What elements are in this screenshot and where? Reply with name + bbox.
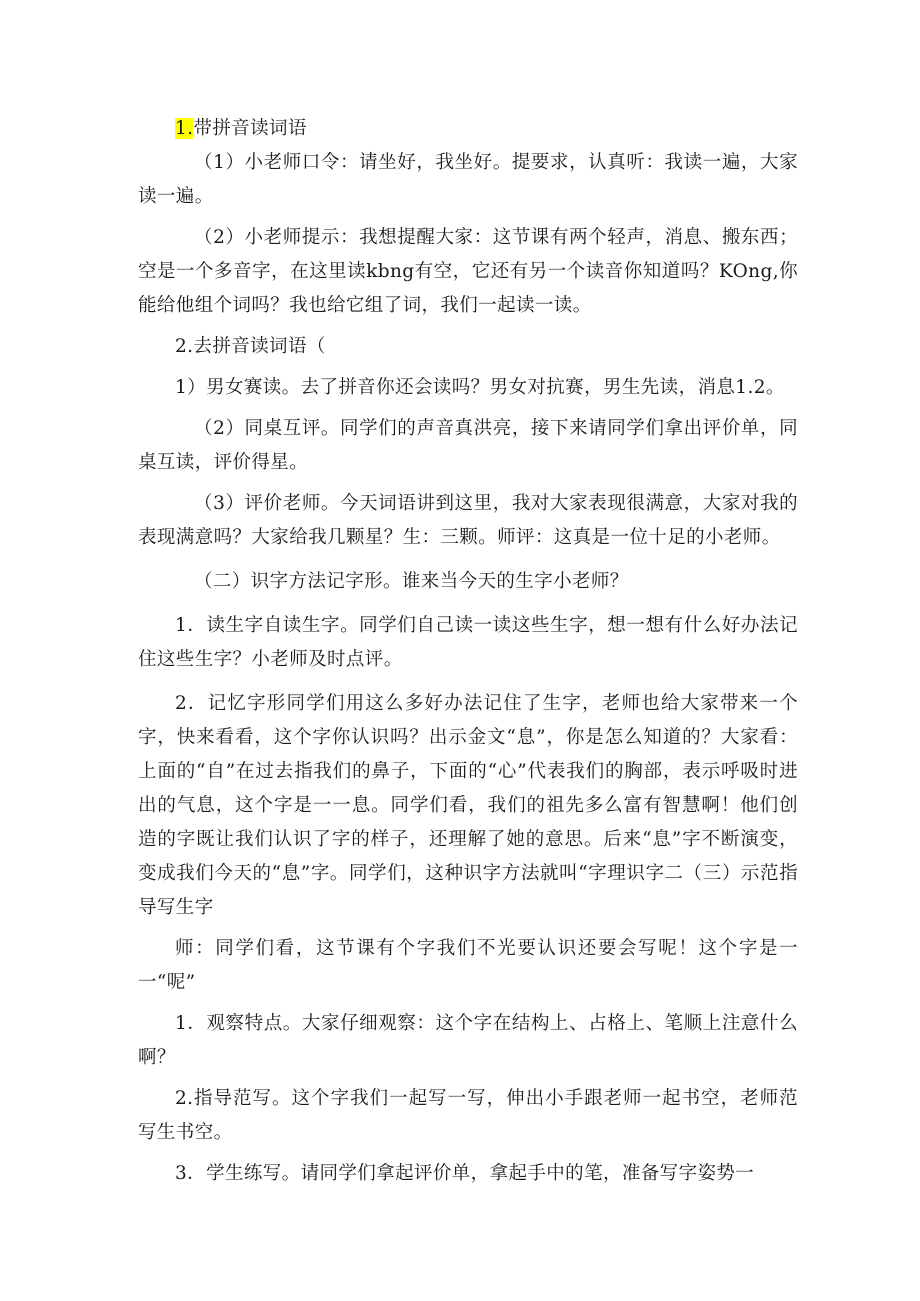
- paragraph-2-2: （2）同桌互评。同学们的声音真洪亮，接下来请同学们拿出评价单，同桌互读，评价得星。: [138, 418, 798, 473]
- paragraph-teacher-intro: 师：同学们看，这节课有个字我们不光要认识还要会写呢！这个字是一一“呢”: [138, 938, 798, 993]
- paragraph-1-1: （1）小老师口令：请坐好，我坐好。提要求，认真听：我读一遍，大家读一遍。: [138, 152, 798, 207]
- heading-1-text: 带拼音读词语: [193, 118, 307, 139]
- heading-2: 2.去拼音读词语（: [175, 336, 326, 357]
- section-2-title: （二）识字方法记字形。谁来当今天的生字小老师？: [194, 571, 629, 592]
- paragraph-read-chars: 1．读生字自读生字。同学们自己读一读这些生字，想一想有什么好办法记住这些生字？小老师及时点评。: [138, 615, 798, 670]
- paragraph-2-1: 1）男女赛读。去了拼音你还会读吗？男女对抗赛，男生先读，消息1.2。: [175, 377, 785, 398]
- heading-1: [138, 112, 798, 146]
- paragraph-memorize-shape: 2．记忆字形同学们用这么多好办法记住了生字，老师也给大家带来一个字，快来看看，这个字你认识吗？出示金文“息”，你是怎么知道的？大家看：上面的“自”在过去指我们的鼻子，下面的“心”代表我们的胸部，表示呼吸时进出的气息，这个字是一一息。同学们看，我们的祖先多么富有智慧啊！他们创造的字既让我们认识了字的样子，还理解了她的意思。后来“息”字不断演变，变成我们今天的“息”字。同学们，这种识字方法就叫“字理识字二（三）示范指导写生字: [138, 693, 798, 918]
- paragraph-observe: 1．观察特点。大家仔细观察：这个字在结构上、占格上、笔顺上注意什么啊？: [138, 1013, 798, 1068]
- paragraph-2-3: （3）评价老师。今天词语讲到这里，我对大家表现很满意，大家对我的表现满意吗？大家给我几颗星？生：三颗。师评：这真是一位十足的小老师。: [138, 493, 798, 548]
- paragraph-practice: 3．学生练写。请同学们拿起评价单，拿起手中的笔，准备写字姿势一: [175, 1163, 755, 1184]
- paragraph-1-2: （2）小老师提示：我想提醒大家：这节课有两个轻声，消息、搬东西；空是一个多音字，在这里读kbng有空，它还有另一个读音你知道吗？KOng,你能给他组个词吗？我也给它组了词，我们一起读一读。: [138, 227, 798, 316]
- paragraph-demo-writing: 2.指导范写。这个字我们一起写一写，伸出小手跟老师一起书空，老师范写生书空。: [138, 1088, 798, 1143]
- document-body: [138, 112, 798, 1191]
- highlighted-number: 1.: [175, 118, 194, 139]
